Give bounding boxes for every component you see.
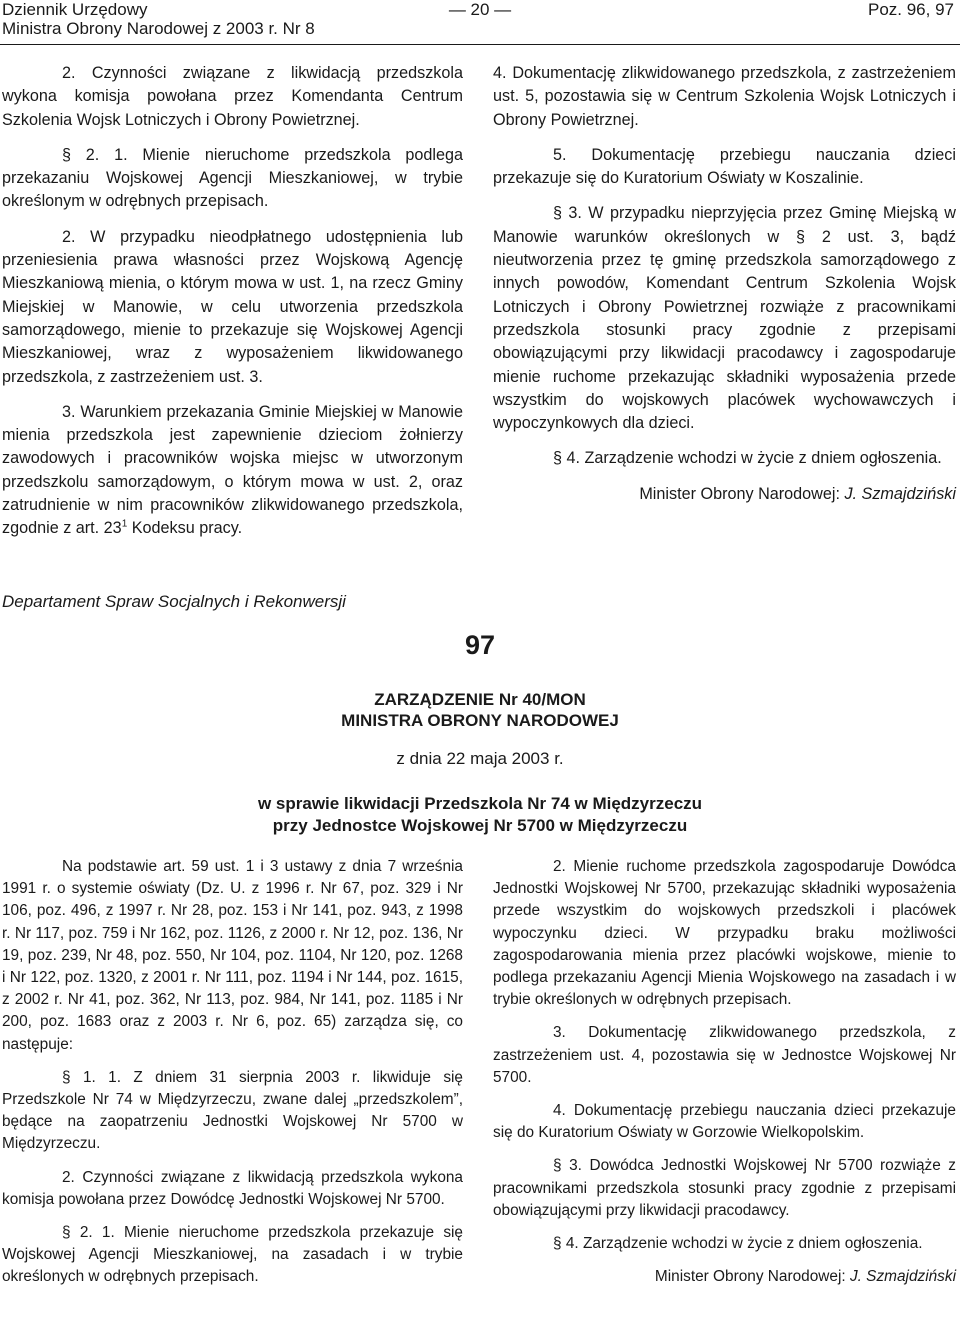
signature-name: J. Szmajdziński bbox=[849, 1268, 956, 1286]
subject-line: przy Jednostce Wojskowej Nr 5700 w Międzyrzeczu bbox=[272, 816, 688, 835]
department-label: Departament Spraw Socjalnych i Rekonwersji bbox=[2, 592, 346, 611]
document-subject bbox=[180, 793, 780, 837]
paragraph: § 2. 1. Mienie nieruchome przedszkola przekazuje się Wojskowej Agencji Mieszkaniowej, na zasadach i w trybie określonych w odrębnych przepisach. bbox=[2, 1224, 463, 1286]
bottom-right-column bbox=[493, 856, 956, 1299]
paragraph: 2. Czynności związane z likwidacją przedszkola wykona komisja powołana przez Komendanta Centrum Szkolenia Wojsk Lotniczych i Obrony Powietrznej. bbox=[2, 64, 463, 129]
paragraph: 3. Dokumentację zlikwidowanego przedszkola, z zastrzeżeniem ust. 4, pozostawia się w Jednostce Wojskowej Nr 5700. bbox=[493, 1024, 956, 1086]
signature-label: Minister Obrony Narodowej: bbox=[639, 484, 845, 503]
journal-title: Dziennik Urzędowy bbox=[2, 0, 148, 19]
paragraph: § 4. Zarządzenie wchodzi w życie z dniem ogłoszenia. bbox=[553, 1235, 923, 1253]
bottom-left-column bbox=[2, 856, 463, 1300]
journal-subtitle: Ministra Obrony Narodowej z 2003 r. Nr 8 bbox=[2, 19, 315, 38]
paragraph: 4. Dokumentację przebiegu nauczania dzieci przekazuje się do Kuratorium Oświaty w Gorzowie Wielkopolskim. bbox=[493, 1102, 956, 1142]
paragraph: 2. W przypadku nieodpłatnego udostępnienia lub przeniesienia prawa własności przez Wojskową Agencję Mieszkaniową mienia, o którym mowa w ust. 1, na rzecz Gminy Miejskiej w Manowie, w celu utworzenia przedszkola samorządowego, mienie to przekazuje się Wojskowej Agencji Mieszkaniowej, wraz z wyposażeniem likwidowanego przedszkola, z zastrzeżeniem ust. 3. bbox=[2, 227, 463, 386]
paragraph: 4. Dokumentację zlikwidowanego przedszkola, z zastrzeżeniem ust. 5, pozostawia się w Centrum Szkolenia Wojsk Lotniczych i Obrony Powietrznej. bbox=[493, 64, 956, 129]
header-divider bbox=[0, 44, 960, 45]
signature-label: Minister Obrony Narodowej: bbox=[654, 1268, 850, 1286]
signature bbox=[493, 1266, 956, 1288]
paragraph-text: 3. Warunkiem przekazania Gminie Miejskiej w Manowie mienia przedszkola jest zapewnienie dzieciom żołnierzy zawodowych i pracowników wojska miejsc w utworzonym przedszkolu samorządowym, o którym mowa w ust. 2, oraz zatrudnienie w nim pracowników zlikwidowanego przedszkola, zgodnie z art. 23 bbox=[2, 402, 463, 538]
position-label: Poz. 96, 97 bbox=[867, 0, 954, 19]
page-header-left bbox=[2, 0, 315, 38]
page-number: — 20 — bbox=[448, 0, 512, 19]
paragraph bbox=[2, 401, 463, 541]
paragraph: § 2. 1. Mienie nieruchome przedszkola podlega przekazaniu Wojskowej Agencji Mieszkaniowej, w trybie określonym w odrębnych przepisach. bbox=[2, 145, 463, 211]
title-line: ZARZĄDZENIE Nr 40/MON bbox=[374, 690, 586, 709]
document-date: z dnia 22 maja 2003 r. bbox=[396, 749, 564, 768]
superscript: 1 bbox=[121, 518, 128, 530]
signature bbox=[493, 483, 956, 506]
paragraph: 2. Mienie ruchome przedszkola zagospodaruje Dowódca Jednostki Wojskowej Nr 5700, przekazując składniki wyposażenia przede wszystkim do wojskowych przedszkoli i placówek wypoczynku dzieci. W przypadku braku możliwości zagospodarowania mienia przez placówki wojskowe, mienie to podlega przekazaniu Agencji Mienia Wojskowego na zasadach i w trybie określonych w odrębnych przepisach. bbox=[493, 858, 956, 1009]
paragraph: § 1. 1. Z dniem 31 sierpnia 2003 r. likwiduje się Przedszkole Nr 74 w Międzyrzeczu, zwane dalej „przedszkolem”, będące na zaopatrzeniu Jednostki Wojskowej Nr 5700 w Międzyrzeczu. bbox=[2, 1068, 463, 1153]
paragraph: § 4. Zarządzenie wchodzi w życie z dniem ogłoszenia. bbox=[553, 449, 942, 468]
paragraph: 2. Czynności związane z likwidacją przedszkola wykona komisja powołana przez Dowódcę Jednostki Wojskowej Nr 5700. bbox=[2, 1168, 463, 1208]
document-number: 97 bbox=[464, 630, 496, 660]
document-title bbox=[180, 689, 780, 731]
top-right-column bbox=[493, 62, 956, 518]
paragraph: § 3. W przypadku nieprzyjęcia przez Gminę Miejską w Manowie warunków określonych w § 2 ust. 3, bądź nieutworzenia przez tę gminę przedszkola samorządowego z innych powodów, Komendant Centrum Szkolenia Wojsk Lotniczych i Obrony Powietrznej rozwiąże z pracownikami przedszkola stosunki pracy zgodnie z przepisami obowiązującymi przy likwidacji pracodawcy i zagospodaruje mienie ruchome przekazując składniki wyposażenia przede wszystkim do wojskowych placówek wychowawczych i wypoczynkowych dla dzieci. bbox=[493, 204, 956, 433]
paragraph-text: Kodeksu pracy. bbox=[127, 519, 243, 538]
top-left-column bbox=[2, 62, 463, 553]
paragraph: § 3. Dowódca Jednostki Wojskowej Nr 5700 rozwiąże z pracownikami przedszkola stosunki pracy zgodnie z przepisami obowiązującymi przy likwidacji pracodawcy. bbox=[493, 1157, 956, 1219]
signature-name: J. Szmajdziński bbox=[844, 484, 956, 503]
paragraph: 5. Dokumentację przebiegu nauczania dzieci przekazuje się do Kuratorium Oświaty w Koszalinie. bbox=[493, 145, 956, 188]
paragraph: Na podstawie art. 59 ust. 1 i 3 ustawy z dnia 7 września 1991 r. o systemie oświaty (Dz. U. z 1996 r. Nr 67, poz. 329 i Nr 106, poz. 496, z 1997 r. Nr 28, poz. 153 i Nr 141, poz. 943, z 1998 r. Nr 117, poz. 759 i Nr 162, poz. 1126, z 2000 r. Nr 12, poz. 136, Nr 19, poz. 239, Nr 48, poz. 550, Nr 104, poz. 1104, Nr 120, poz. 1268 i Nr 122, poz. 1320, z 2001 r. Nr 111, poz. 1194 i Nr 144, poz. 1615, z 2002 r. Nr 41, poz. 362, Nr 113, poz. 984, Nr 141, poz. 1185 i Nr 200, poz. 1683 oraz z 2003 r. Nr 6, poz. 65) zarządza się, co następuje: bbox=[2, 858, 463, 1053]
title-line: MINISTRA OBRONY NARODOWEJ bbox=[341, 711, 619, 730]
subject-line: w sprawie likwidacji Przedszkola Nr 74 w Międzyrzeczu bbox=[257, 794, 703, 813]
